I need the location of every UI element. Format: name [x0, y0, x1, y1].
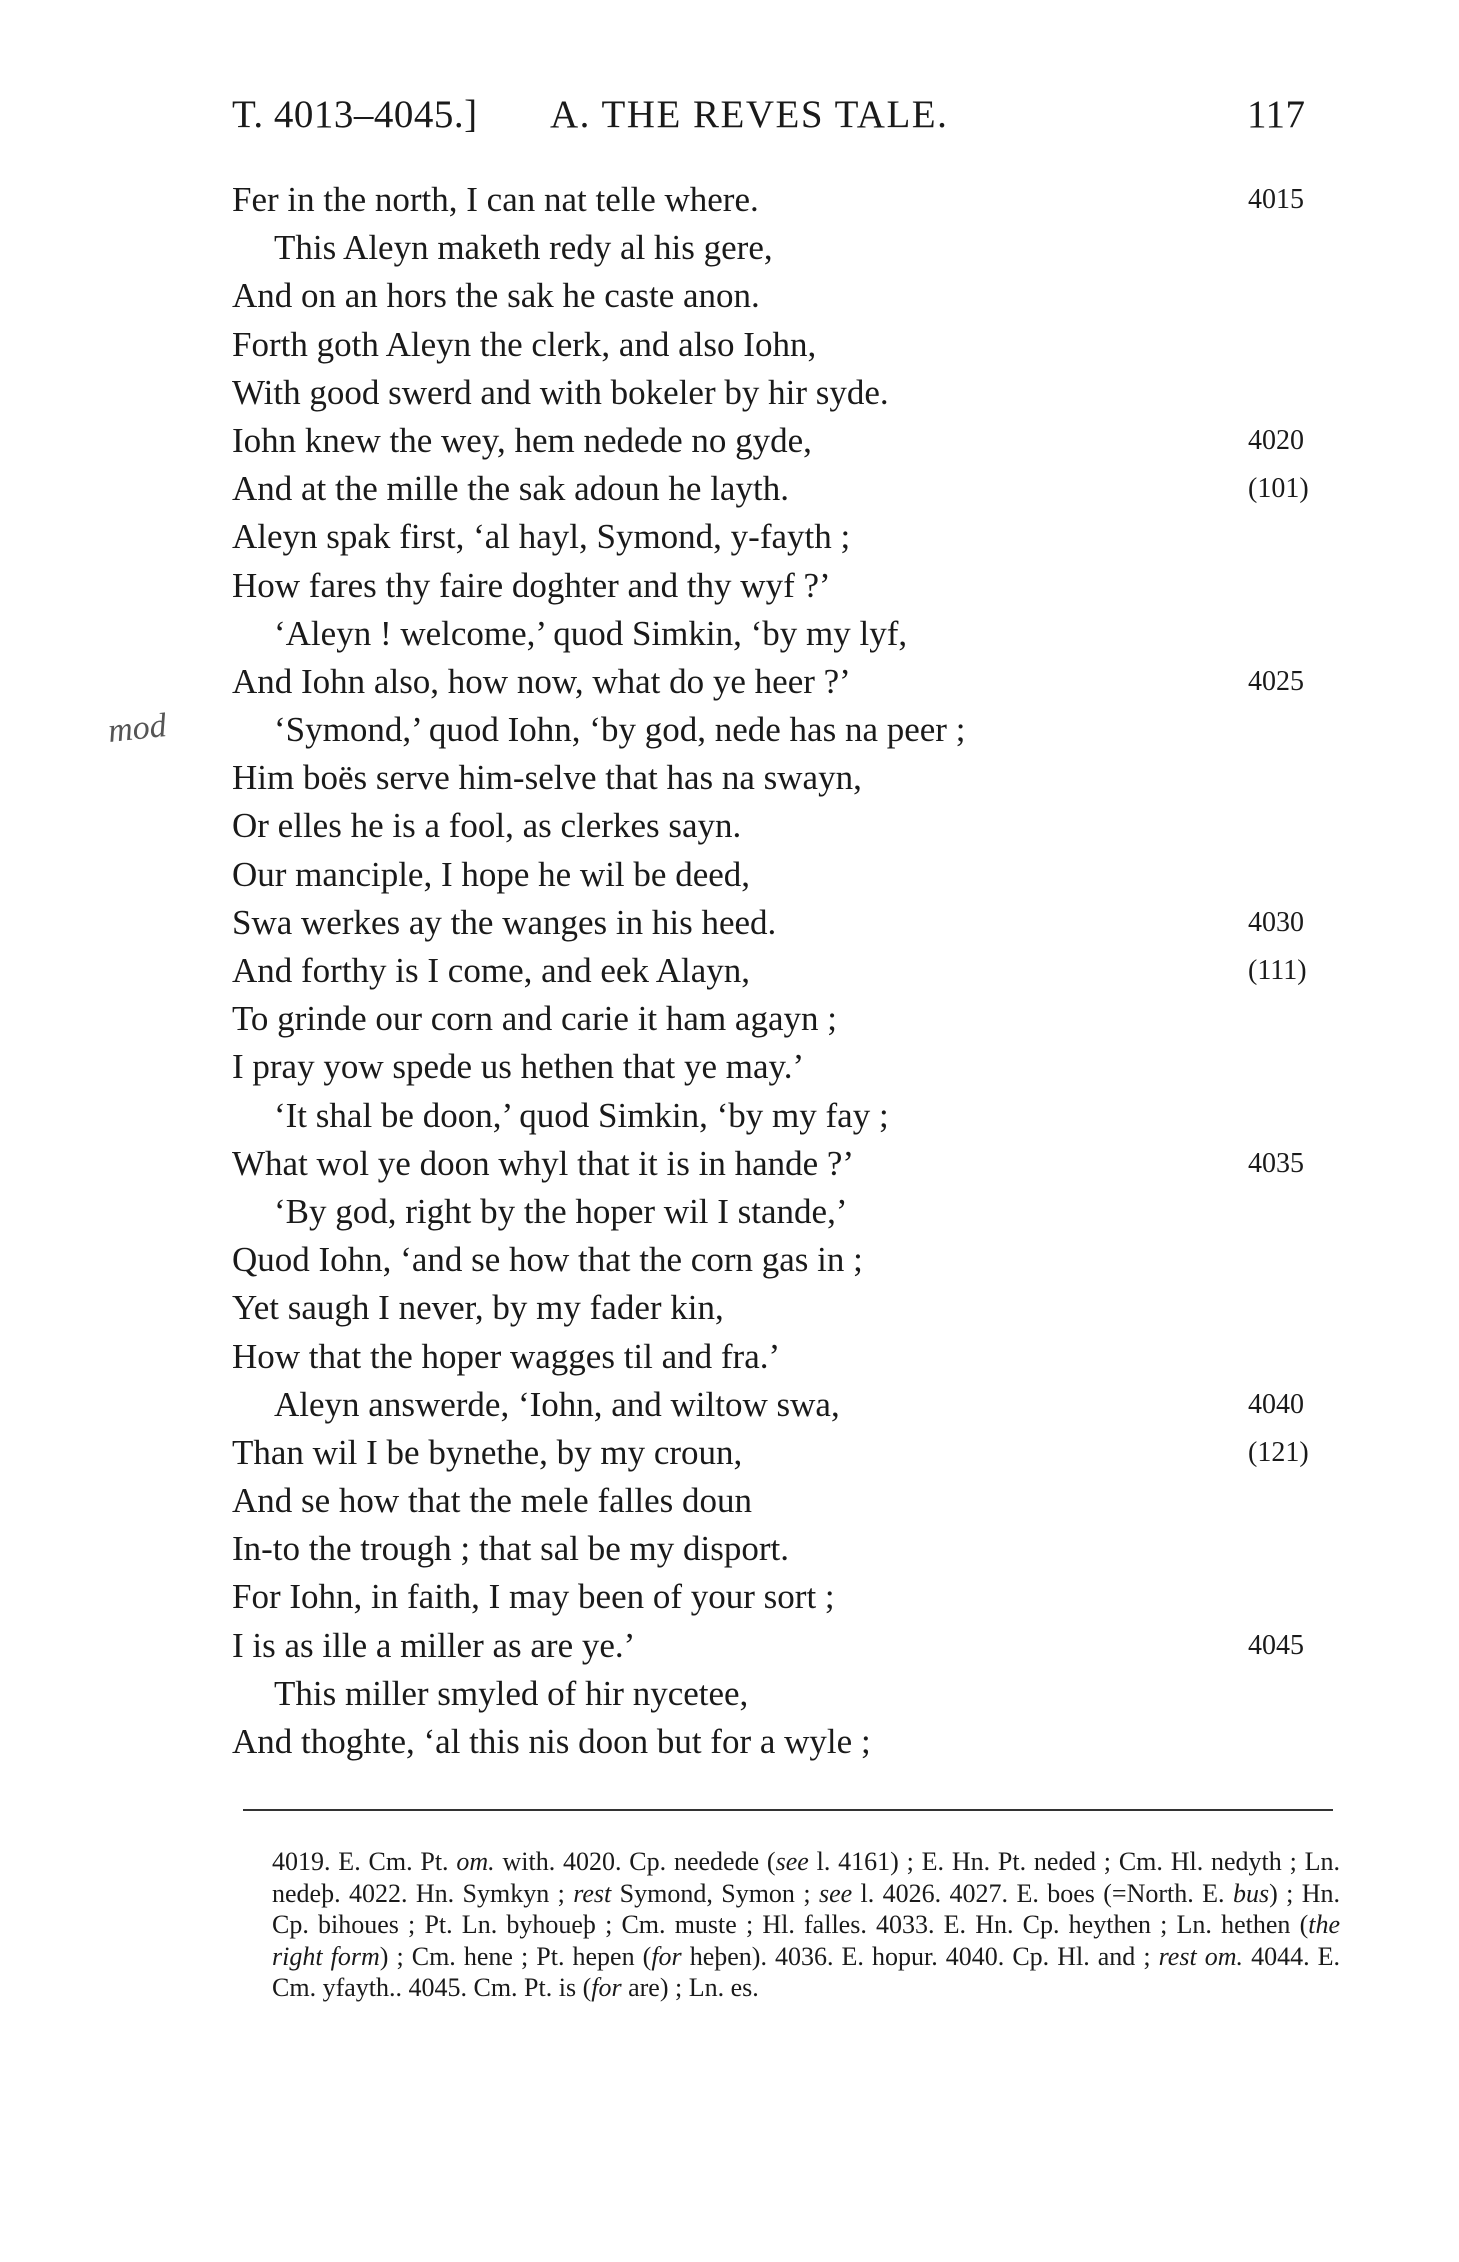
verse-text: And forthy is I come, and eek Alayn, [232, 951, 751, 990]
verse-text: And Iohn also, how now, what do ye heer ?’ [232, 661, 851, 701]
verse-text: Iohn knew the wey, hem nedede no gyde, [232, 420, 812, 460]
verse-text: Forth goth Aleyn the clerk, and also Iohn, [232, 324, 817, 364]
line-number: (121) [1248, 1436, 1309, 1468]
verse-line [232, 176, 1352, 224]
verse-text: Quod Iohn, ‘and se how that the corn gas in ; [232, 1240, 863, 1280]
verse-block [232, 176, 1352, 1766]
footnote-italic: om. [456, 1847, 495, 1876]
verse-text: Yet saugh I never, by my fader kin, [232, 1288, 724, 1328]
verse-line [232, 899, 1352, 947]
verse-line [232, 610, 1352, 658]
footnote-italic: rest om. [1158, 1941, 1244, 1971]
verse-text: In-to the trough ; that sal be my disport. [232, 1529, 789, 1569]
line-number: (111) [1248, 955, 1307, 986]
footnote-italic: the right form [272, 1910, 1340, 1971]
verse-text: ‘It shal be doon,’ quod Simkin, ‘by my fay ; [274, 1095, 889, 1135]
verse-text: Aleyn answerde, ‘Iohn, and wiltow swa, [274, 1384, 840, 1424]
verse-line [232, 1236, 1352, 1284]
verse-line [232, 513, 1352, 561]
verse-text: With good swerd and with bokeler by hir syde. [232, 372, 889, 412]
line-range: T. 4013–4045.] [232, 93, 478, 136]
line-number: 4020 [1248, 424, 1304, 456]
footnotes [240, 1846, 1340, 2004]
verse-text: What wol ye doon whyl that it is in hande ?’ [232, 1143, 855, 1183]
verse-text: Fer in the north, I can nat telle where. [232, 180, 759, 219]
line-number: 4035 [1248, 1147, 1304, 1179]
verse-line [232, 321, 1352, 369]
verse-line [232, 1092, 1352, 1140]
verse-text: ‘Aleyn ! welcome,’ quod Simkin, ‘by my lyf, [274, 613, 908, 653]
verse-line [232, 995, 1352, 1043]
verse-text: Aleyn spak first, ‘al hayl, Symond, y-fayth ; [232, 517, 851, 557]
verse-text: Swa werkes ay the wanges in his heed. [232, 902, 777, 942]
footnote-text: ) ; Hn. Cp. bihoues ; Pt. Ln. byhoueþ ; Cm. muste ; Hl. falles. 4033. E. Hn. Cp. heythen ; Ln. hethen ( [272, 1878, 1341, 1939]
verse-text: This miller smyled of hir nycetee, [274, 1673, 749, 1713]
verse-line [232, 417, 1352, 465]
footnote-text: heþen). 4036. E. hopur. 4040. Cp. Hl. and ; [681, 1941, 1159, 1971]
verse-text: This Aleyn maketh redy al his gere, [274, 228, 773, 268]
footnote-text: with. 4020. Cp. neededе ( [494, 1847, 776, 1876]
verse-text: And se how that the mele falles doun [232, 1481, 753, 1521]
verse-text: How that the hoper wagges til and fra.’ [232, 1336, 781, 1376]
verse-text: I is as ille a miller as are ye.’ [232, 1625, 636, 1665]
verse-text: And at the mille the sak adoun he layth. [232, 469, 789, 509]
line-number: 4045 [1248, 1629, 1304, 1661]
verse-line [232, 369, 1352, 417]
verse-line [232, 706, 1352, 754]
line-number: 4025 [1248, 665, 1304, 697]
verse-line [232, 1333, 1352, 1381]
footnote-text: l. 4161) ; E. Hn. Pt. neded ; Cm. Hl. nedyth ; Ln. nedeþ. 4022. Hn. Symkyn ; [272, 1847, 1340, 1908]
footnote-italic: bus [1232, 1878, 1270, 1908]
page-title: A. THE REVES TALE. [550, 93, 949, 136]
footnote-text: are) ; Ln. es. [621, 1973, 759, 2002]
verse-line [232, 947, 1352, 995]
verse-text: ‘By god, right by the hoper wil I stande,’ [274, 1191, 848, 1231]
verse-line [232, 1140, 1352, 1188]
footnote-paragraph [240, 1846, 1340, 2004]
footnote-text: ) ; Cm. hene ; Pt. hepen ( [379, 1941, 652, 1971]
verse-line [232, 1381, 1352, 1429]
verse-text: And on an hors the sak he caste anon. [232, 276, 760, 316]
verse-text: I pray yow spede us hethen that ye may.’ [232, 1047, 805, 1087]
verse-line [232, 851, 1352, 899]
running-header [232, 92, 1332, 142]
verse-line [232, 1718, 1352, 1766]
footnote-italic: rest [573, 1878, 612, 1908]
verse-text: To grinde our corn and carie it ham agayn ; [232, 999, 837, 1039]
line-number: 4015 [1248, 184, 1304, 215]
verse-line [232, 465, 1352, 513]
footnote-text: 4044. E. Cm. yfayth.. 4045. Cm. Pt. is ( [272, 1941, 1341, 2002]
verse-text: Or elles he is a fool, as clerkes sayn. [232, 806, 742, 846]
footnote-divider [243, 1809, 1333, 1811]
verse-line [232, 272, 1352, 320]
footnote-text: Symond, Symon ; [611, 1878, 819, 1908]
verse-line [232, 1043, 1352, 1091]
footnote-text: l. 4026. 4027. E. boes (=North. E. [852, 1878, 1233, 1908]
verse-line [232, 1429, 1352, 1477]
page-number: 117 [1247, 93, 1306, 136]
footnote-italic: for [651, 1941, 682, 1971]
verse-line [232, 658, 1352, 706]
verse-text: For Iohn, in faith, I may been of your sort ; [232, 1577, 835, 1617]
verse-text: And thoghte, ‘al this nis doon but for a wyle ; [232, 1722, 871, 1761]
verse-text: ‘Symond,’ quod Iohn, ‘by god, nede has na peer ; [274, 710, 966, 750]
verse-text: Our manciple, I hope he wil be deed, [232, 854, 751, 894]
verse-line [232, 1525, 1352, 1573]
line-number: 4030 [1248, 906, 1304, 938]
footnote-text: 4019. E. Cm. Pt. [272, 1847, 457, 1876]
verse-line [232, 1477, 1352, 1525]
verse-line [232, 1188, 1352, 1236]
footnote-italic: for [591, 1973, 622, 2002]
verse-line [232, 1670, 1352, 1718]
line-number: (101) [1248, 473, 1309, 505]
verse-line [232, 754, 1352, 802]
verse-text: Than wil I be bynethe, by my croun, [232, 1432, 743, 1472]
verse-text: Him boës serve him-selve that has na swayn, [232, 758, 862, 798]
footnote-italic: see [818, 1878, 853, 1908]
footnote-italic: see [775, 1847, 809, 1876]
verse-text: How fares thy faire doghter and thy wyf ?’ [232, 565, 831, 605]
verse-line [232, 802, 1352, 850]
handwritten-annotation: mod [106, 707, 169, 750]
verse-line [232, 562, 1352, 610]
verse-line [232, 1622, 1352, 1670]
verse-line [232, 224, 1352, 272]
line-number: 4040 [1248, 1388, 1304, 1420]
verse-line [232, 1573, 1352, 1621]
verse-line [232, 1284, 1352, 1332]
